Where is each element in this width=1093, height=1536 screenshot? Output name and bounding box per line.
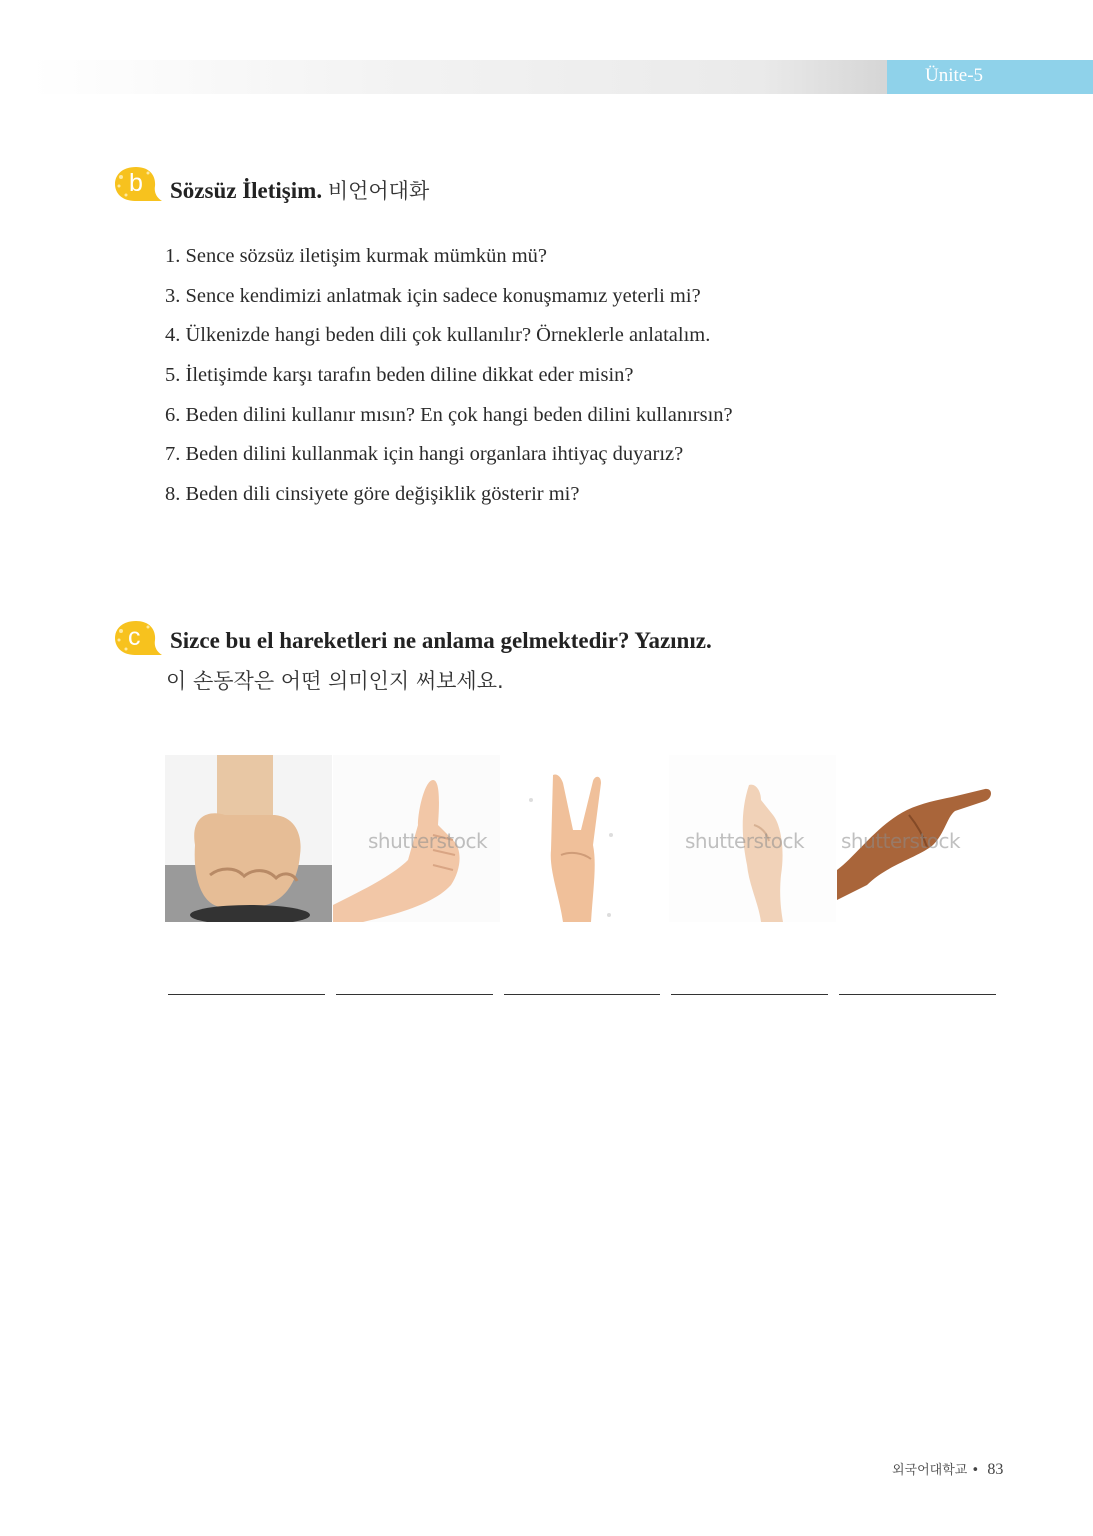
finger-heart-photo bbox=[669, 755, 836, 922]
gesture-photo-strip bbox=[165, 755, 999, 922]
question-item: 3. Sence kendimizi anlatmak için sadece konuşmamız yeterli mi? bbox=[165, 284, 701, 307]
section-b-title-ko: 비언어대화 bbox=[327, 179, 430, 203]
header-bar bbox=[30, 60, 890, 94]
answer-line[interactable] bbox=[671, 994, 828, 995]
unit-label: Ünite-5 bbox=[925, 65, 984, 86]
question-item: 5. İletişimde karşı tarafın beden diline dikkat eder misin? bbox=[165, 364, 634, 387]
answer-line[interactable] bbox=[168, 994, 325, 995]
answer-line[interactable] bbox=[504, 994, 660, 995]
footer-school: 외국어대학교 bbox=[892, 1463, 968, 1478]
v-sign-photo bbox=[501, 755, 668, 922]
section-c-title-text: Sizce bu el hareketleri ne anlama gelmektedir? Yazınız bbox=[170, 628, 706, 653]
section-c-letter: c bbox=[128, 623, 141, 651]
section-c-badge bbox=[112, 618, 164, 658]
section-c-title: Sizce bu el hareketleri ne anlama gelmektedir? Yazınız. bbox=[170, 628, 712, 653]
question-item: 6. Beden dilini kullanır mısın? En çok hangi beden dilini kullanırsın? bbox=[165, 403, 733, 426]
unit-tab bbox=[887, 60, 1093, 94]
watermark: shutterstock bbox=[368, 829, 488, 853]
thumbs-up-photo bbox=[333, 755, 500, 922]
answer-line[interactable] bbox=[336, 994, 493, 995]
section-b-title: Sözsüz İletişim. 비언어대화 bbox=[170, 178, 430, 203]
section-b-badge bbox=[112, 164, 164, 204]
section-b-letter: b bbox=[129, 169, 143, 197]
question-item: 4. Ülkenizde hangi beden dili çok kullanılır? Örneklerle anlatalım. bbox=[165, 324, 711, 347]
question-item: 8. Beden dili cinsiyete göre değişiklik gösterir mi? bbox=[165, 483, 580, 506]
footer-bullet: • bbox=[971, 1463, 980, 1478]
pointing-finger-photo bbox=[837, 755, 999, 922]
page-footer bbox=[892, 1459, 1003, 1479]
page-number: 83 bbox=[987, 1461, 1004, 1478]
question-item: 7. Beden dilini kullanmak için hangi organlara ihtiyaç duyarız? bbox=[165, 443, 684, 466]
section-c-subtitle: 이 손동작은 어떤 의미인지 써보세요. bbox=[166, 669, 504, 693]
question-list bbox=[165, 242, 733, 520]
watermark: shutterstock bbox=[685, 829, 805, 853]
section-b-title-tr: Sözsüz İletişim bbox=[170, 178, 317, 203]
fist-photo bbox=[165, 755, 332, 922]
question-item: 1. Sence sözsüz iletişim kurmak mümkün mü? bbox=[165, 245, 548, 267]
watermark: shutterstock bbox=[841, 829, 961, 853]
answer-line[interactable] bbox=[839, 994, 996, 995]
